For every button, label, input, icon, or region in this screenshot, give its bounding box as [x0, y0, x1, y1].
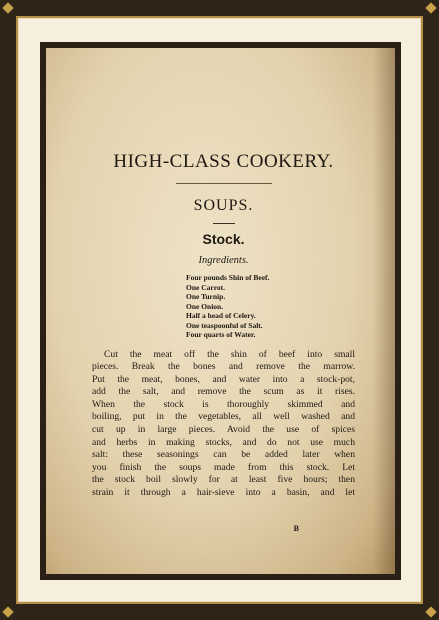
- section-rule: [213, 223, 235, 224]
- corner-ornament-icon: [425, 606, 436, 617]
- ingredient-item: One teaspoonful of Salt.: [186, 320, 263, 330]
- signature-mark: B: [293, 524, 299, 533]
- body-line: strain it through a hair-sieve into a basin, and let: [92, 487, 355, 499]
- section-title: SOUPS.: [193, 197, 254, 214]
- body-line: the stock boil slowly for at least five hours; then: [92, 474, 355, 486]
- ingredient-item: Half a head of Celery.: [186, 311, 256, 320]
- ingredient-item: One Turnip.: [186, 292, 226, 301]
- title-rule: [176, 183, 272, 184]
- corner-ornament-icon: [425, 2, 436, 13]
- ingredient-item: One Onion.: [186, 301, 224, 311]
- body-line: Put the meat, bones, and water into a stock-pot,: [92, 373, 355, 385]
- body-line: and herbs in making stocks, and do not use much: [92, 436, 355, 448]
- ingredient-item: Four pounds Shin of Beef.: [186, 273, 270, 282]
- book-page: [46, 48, 395, 574]
- page-shadow: [373, 48, 395, 574]
- body-line: pieces. Break the bones and remove the marrow.: [92, 361, 355, 373]
- page-border: [40, 42, 401, 580]
- body-line: When the stock is thoroughly skimmed and: [92, 398, 355, 410]
- body-line: boiling, put in the vegetables, all well washed and: [92, 411, 355, 423]
- picture-mat: [16, 16, 423, 604]
- book-title: HIGH-CLASS COOKERY.: [113, 151, 334, 172]
- ingredient-item: One Carrot.: [186, 282, 226, 292]
- ingredient-list: [186, 273, 355, 340]
- ingredient-item: Four quarts of Water.: [186, 330, 256, 339]
- body-line: add the salt, and remove the scum as it rises.: [92, 386, 355, 398]
- body-line: cut up in large pieces. Avoid the use of spices: [92, 424, 355, 436]
- body-line: you finish the soups made from this stock. Let: [92, 461, 355, 473]
- body-line: salt: these seasonings can be added later when: [92, 449, 355, 461]
- corner-ornament-icon: [2, 606, 13, 617]
- body-line: Cut the meat off the shin of beef into small: [104, 348, 355, 360]
- recipe-body: [92, 349, 355, 500]
- recipe-title: Stock.: [202, 231, 245, 247]
- corner-ornament-icon: [2, 2, 13, 13]
- ingredients-heading: Ingredients.: [198, 255, 249, 266]
